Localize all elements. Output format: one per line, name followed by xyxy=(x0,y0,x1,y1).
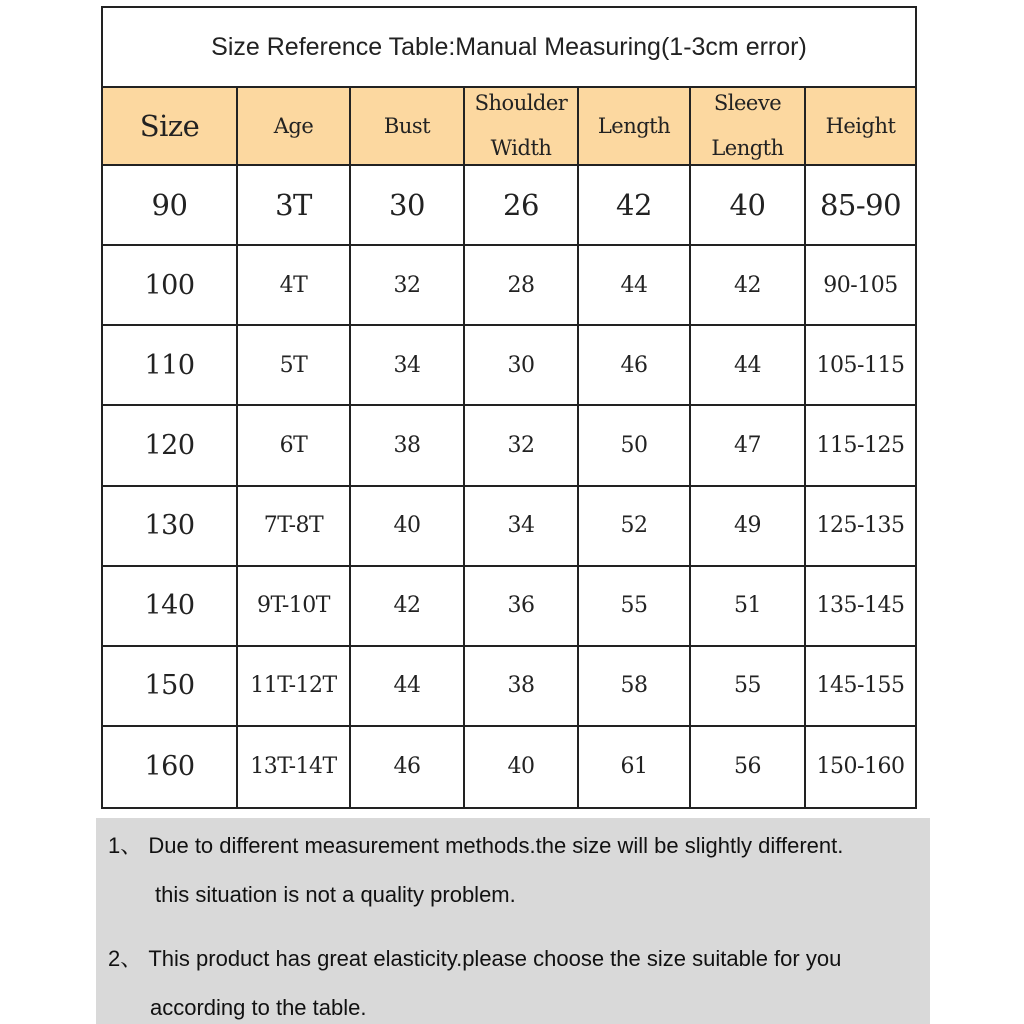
note-1-line-1: 1、 Due to different measurement methods.the size will be slightly different. xyxy=(108,833,844,858)
cell-age: 11T-12T xyxy=(238,647,351,727)
cell-height: 125-135 xyxy=(806,487,915,567)
header-shoulder-width: Shoulder Width xyxy=(465,88,579,166)
header-sleeve-length: Sleeve Length xyxy=(691,88,806,166)
cell-age: 7T-8T xyxy=(238,487,351,567)
note-1-line-2: this situation is not a quality problem. xyxy=(155,882,516,907)
cell-size: 140 xyxy=(103,567,238,647)
cell-length: 55 xyxy=(579,567,691,647)
cell-length: 50 xyxy=(579,406,691,486)
cell-length: 58 xyxy=(579,647,691,727)
cell-height: 85-90 xyxy=(806,166,915,246)
cell-shoulder-width: 28 xyxy=(465,246,579,326)
size-reference-table xyxy=(101,6,917,809)
note-2-line-1: 2、 This product has great elasticity.please choose the size suitable for you xyxy=(108,946,842,971)
header-length: Length xyxy=(579,88,691,166)
cell-size: 160 xyxy=(103,727,238,807)
cell-height: 105-115 xyxy=(806,326,915,406)
cell-shoulder-width: 36 xyxy=(465,567,579,647)
cell-bust: 44 xyxy=(351,647,465,727)
cell-bust: 32 xyxy=(351,246,465,326)
notes-panel xyxy=(96,818,930,1024)
cell-shoulder-width: 40 xyxy=(465,727,579,807)
cell-shoulder-width: 26 xyxy=(465,166,579,246)
cell-height: 150-160 xyxy=(816,754,905,780)
cell-sleeve-length: 55 xyxy=(691,647,806,727)
cell-height: 135-145 xyxy=(806,567,915,647)
cell-length: 44 xyxy=(579,246,691,326)
cell-size: 100 xyxy=(103,246,238,326)
cell-sleeve-length: 42 xyxy=(691,246,806,326)
header-bust: Bust xyxy=(351,88,465,166)
cell-length: 42 xyxy=(579,166,691,246)
cell-shoulder-width: 32 xyxy=(465,406,579,486)
cell-size: 150 xyxy=(103,647,238,727)
cell-sleeve-length: 51 xyxy=(691,567,806,647)
cell-bust: 40 xyxy=(351,487,465,567)
cell-age: 4T xyxy=(238,246,351,326)
cell-height: 115-125 xyxy=(806,406,915,486)
cell-size: 90 xyxy=(103,166,238,246)
size-grid xyxy=(103,88,915,807)
note-2-line-2: according to the table. xyxy=(150,995,367,1020)
cell-sleeve-length: 44 xyxy=(691,326,806,406)
cell-sleeve-length: 40 xyxy=(691,166,806,246)
cell-bust: 42 xyxy=(351,567,465,647)
cell-sleeve-length: 49 xyxy=(691,487,806,567)
cell-length: 46 xyxy=(579,326,691,406)
header-age: Age xyxy=(238,88,351,166)
cell-height: 90-105 xyxy=(806,246,915,326)
cell-age: 9T-10T xyxy=(238,567,351,647)
cell-bust: 30 xyxy=(351,166,465,246)
cell-height: 145-155 xyxy=(806,647,915,727)
cell-bust: 38 xyxy=(351,406,465,486)
cell-sleeve-length: 56 xyxy=(691,727,806,807)
header-size: Size xyxy=(103,88,238,166)
cell-size: 110 xyxy=(103,326,238,406)
cell-bust: 34 xyxy=(351,326,465,406)
cell-bust: 46 xyxy=(351,727,465,807)
cell-shoulder-width: 34 xyxy=(465,487,579,567)
cell-sleeve-length: 47 xyxy=(691,406,806,486)
cell-age: 6T xyxy=(238,406,351,486)
cell-length: 52 xyxy=(579,487,691,567)
cell-age: 3T xyxy=(238,166,351,246)
cell-size: 130 xyxy=(103,487,238,567)
cell-size: 120 xyxy=(103,406,238,486)
header-height: Height xyxy=(806,88,915,166)
cell-shoulder-width: 30 xyxy=(465,326,579,406)
table-title: Size Reference Table:Manual Measuring(1-3cm error) xyxy=(103,8,915,88)
cell-length: 61 xyxy=(579,727,691,807)
cell-shoulder-width: 38 xyxy=(465,647,579,727)
cell-age: 5T xyxy=(238,326,351,406)
cell-age: 13T-14T xyxy=(238,727,351,807)
